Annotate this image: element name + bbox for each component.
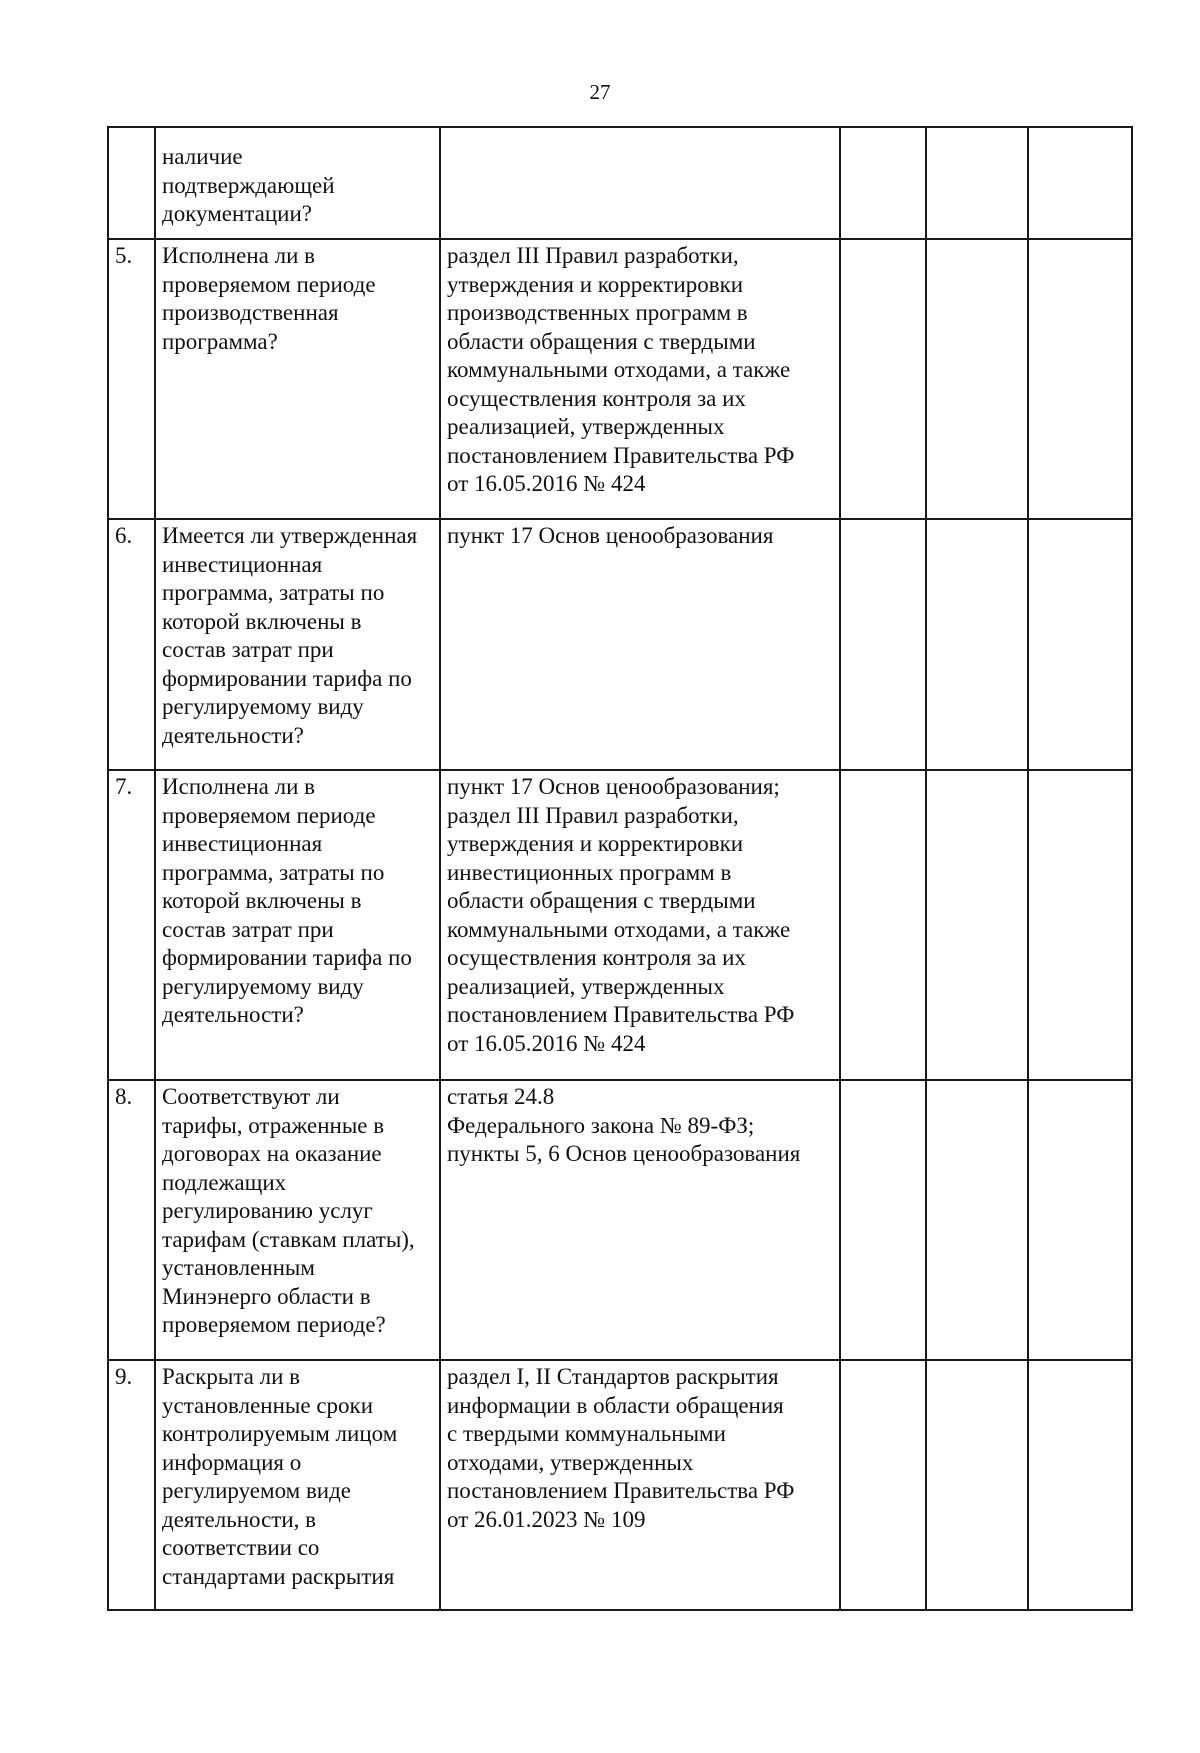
answer-cell — [840, 519, 926, 770]
answer-cell — [840, 239, 926, 519]
table-row — [108, 127, 1132, 239]
row-number: 9. — [108, 1360, 155, 1610]
answer-cell — [840, 1360, 926, 1610]
answer-cell — [840, 127, 926, 239]
row-number: 7. — [108, 770, 155, 1080]
question-cell: Имеется ли утвержденная инвестиционная программа, затраты по которой включены в состав затрат при формировании тарифа по регулируемому виду деятельности? — [155, 519, 440, 770]
row-number — [108, 127, 155, 239]
reference-cell: раздел I, II Стандартов раскрытия информации в области обращения с твердыми коммунальными отходами, утвержденных постановлением Правительства РФ от 26.01.2023 № 109 — [440, 1360, 840, 1610]
answer-cell — [1028, 127, 1132, 239]
row-number: 8. — [108, 1080, 155, 1360]
answer-cell — [1028, 239, 1132, 519]
table-row — [108, 239, 1132, 519]
table-row — [108, 770, 1132, 1080]
reference-cell: раздел III Правил разработки, утверждения и корректировки производственных программ в области обращения с твердыми коммунальными отходами, а также осуществления контроля за их реализацией, утвержденных постановлением Правительства РФ от 16.05.2016 № 424 — [440, 239, 840, 519]
table-row — [108, 1360, 1132, 1610]
answer-cell — [840, 1080, 926, 1360]
page-number: 27 — [589, 80, 611, 104]
table-row — [108, 1080, 1132, 1360]
row-number: 5. — [108, 239, 155, 519]
answer-cell — [1028, 770, 1132, 1080]
reference-cell — [440, 127, 840, 239]
answer-cell — [926, 770, 1028, 1080]
answer-cell — [926, 1360, 1028, 1610]
answer-cell — [926, 1080, 1028, 1360]
question-cell: Исполнена ли в проверяемом периоде производственная программа? — [155, 239, 440, 519]
question-cell: наличие подтверждающей документации? — [155, 127, 440, 239]
question-cell: Исполнена ли в проверяемом периоде инвестиционная программа, затраты по которой включены в состав затрат при формировании тарифа по регулируемому виду деятельности? — [155, 770, 440, 1080]
answer-cell — [926, 239, 1028, 519]
checklist-table — [107, 126, 1133, 1611]
reference-cell: статья 24.8 Федерального закона № 89-ФЗ; пункты 5, 6 Основ ценообразования — [440, 1080, 840, 1360]
reference-cell: пункт 17 Основ ценообразования — [440, 519, 840, 770]
reference-cell: пункт 17 Основ ценообразования; раздел III Правил разработки, утверждения и корректировки инвестиционных программ в области обращения с твердыми коммунальными отходами, а также осуществления контроля за их реализацией, утвержденных постановлением Правительства РФ от 16.05.2016 № 424 — [440, 770, 840, 1080]
answer-cell — [840, 770, 926, 1080]
answer-cell — [1028, 1360, 1132, 1610]
answer-cell — [926, 127, 1028, 239]
answer-cell — [1028, 519, 1132, 770]
row-number: 6. — [108, 519, 155, 770]
question-cell: Раскрыта ли в установленные сроки контролируемым лицом информация о регулируемом виде деятельности, в соответствии со стандартами раскрытия — [155, 1360, 440, 1610]
table-row — [108, 519, 1132, 770]
answer-cell — [926, 519, 1028, 770]
question-cell: Соответствуют ли тарифы, отраженные в договорах на оказание подлежащих регулированию услуг тарифам (ставкам платы), установленным Минэнерго области в проверяемом периоде? — [155, 1080, 440, 1360]
answer-cell — [1028, 1080, 1132, 1360]
